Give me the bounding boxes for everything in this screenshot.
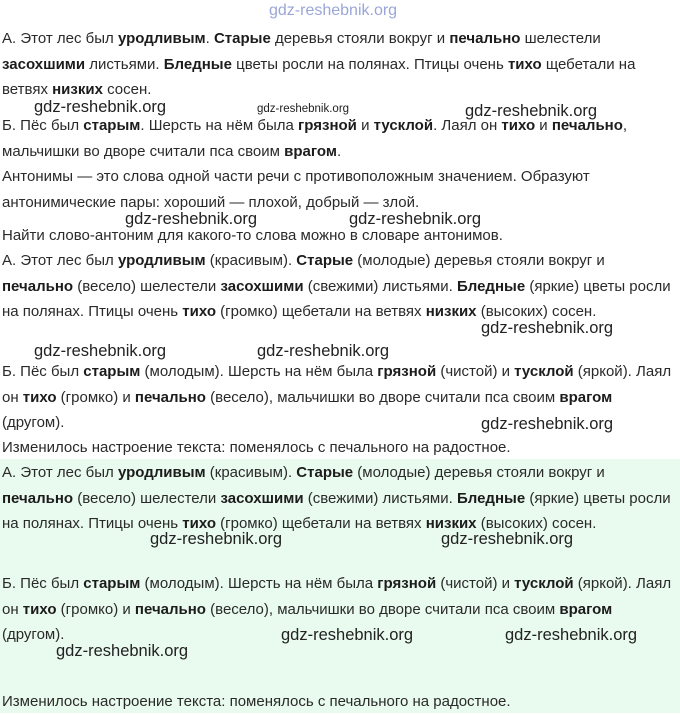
original-text-a bbox=[2, 26, 676, 103]
watermark: gdz-reshebnik.org bbox=[465, 102, 598, 120]
answer-text-a bbox=[2, 248, 676, 325]
watermark: gdz-reshebnik.org bbox=[56, 642, 189, 660]
text-run: (яркие) цветы росли на полянах. Птицы очень bbox=[2, 489, 671, 532]
text-run: (чистой) и bbox=[436, 575, 515, 592]
text-run: (красивым). bbox=[205, 252, 297, 269]
watermark: gdz-reshebnik.org bbox=[34, 342, 167, 360]
text-run: . Лаял он bbox=[433, 117, 502, 134]
text-run: деревья стояли вокруг и bbox=[270, 30, 450, 47]
bold-word: тусклой bbox=[373, 117, 434, 134]
dictionary-note bbox=[2, 223, 676, 249]
text-run: (свежими) листьями. bbox=[303, 277, 457, 295]
watermark-header: gdz-reshebnik.org bbox=[269, 2, 398, 19]
text-run: Найти слово-антоним для какого-то слова можно в словаре антонимов. bbox=[2, 227, 503, 244]
highlight-mood-text bbox=[2, 689, 676, 715]
text-run: Антонимы — это слова одной части речи с противоположным значением. Образуют антонимические пары: хороший — плохой, добрый — злой. bbox=[2, 168, 590, 211]
bold-word: врагом bbox=[559, 600, 613, 618]
text-run: (громко) и bbox=[56, 388, 135, 406]
bold-word: Старые bbox=[296, 252, 354, 269]
text-run: Изменилось настроение текста: поменялось с печального на радостное. bbox=[2, 439, 511, 456]
bold-word: старым bbox=[83, 363, 141, 380]
bold-word: грязной bbox=[377, 575, 437, 592]
antonym-definition bbox=[2, 164, 676, 215]
watermark-small: gdz-reshebnik.org bbox=[257, 103, 350, 115]
bold-word: низких bbox=[425, 303, 477, 320]
bold-word: грязной bbox=[298, 117, 357, 134]
text-run: Б. Пёс был bbox=[2, 117, 84, 134]
text-run: (громко) и bbox=[56, 600, 135, 618]
text-run: Б. Пёс был bbox=[2, 363, 84, 380]
text-run: Изменилось настроение текста: поменялось с печального на радостное. bbox=[2, 693, 511, 710]
watermark: gdz-reshebnik.org bbox=[257, 342, 390, 360]
bold-word: Бледные bbox=[456, 277, 526, 295]
bold-word: Бледные bbox=[163, 55, 232, 73]
text-run: А. Этот лес был bbox=[2, 30, 118, 47]
text-run: (свежими) листьями. bbox=[303, 489, 457, 507]
watermark: gdz-reshebnik.org bbox=[34, 98, 167, 116]
bold-word: тихо bbox=[22, 600, 57, 618]
bold-word: печально bbox=[2, 489, 74, 507]
bold-word: низких bbox=[52, 81, 103, 98]
watermark: gdz-reshebnik.org bbox=[481, 415, 614, 433]
bold-word: печально bbox=[134, 388, 206, 406]
text-run: . Шерсть на нём была bbox=[140, 117, 299, 134]
text-run: (яркой). Лаял он bbox=[2, 363, 672, 406]
bold-word: грязной bbox=[377, 363, 437, 380]
bold-word: старым bbox=[83, 117, 141, 134]
text-run: (другом). bbox=[2, 626, 65, 643]
bold-word: тихо bbox=[22, 388, 57, 406]
bold-word: Бледные bbox=[456, 489, 526, 507]
bold-word: Старые bbox=[296, 464, 354, 481]
text-run: А. Этот лес был bbox=[2, 464, 118, 481]
text-run: (молодым). Шерсть на нём была bbox=[140, 363, 378, 380]
bold-word: тихо bbox=[182, 515, 216, 532]
text-run: (громко) щебетали на ветвях bbox=[215, 515, 426, 532]
mood-change-text bbox=[2, 435, 676, 461]
highlight-text-a bbox=[2, 460, 676, 537]
watermark: gdz-reshebnik.org bbox=[125, 210, 258, 228]
watermark: gdz-reshebnik.org bbox=[281, 626, 414, 644]
text-run: (весело) шелестели bbox=[73, 489, 221, 507]
watermark: gdz-reshebnik.org bbox=[150, 530, 283, 548]
text-run: цветы росли на полянах. Птицы очень bbox=[231, 55, 508, 73]
text-run: . bbox=[336, 142, 342, 160]
bold-word: старым bbox=[83, 575, 141, 592]
bold-word: тусклой bbox=[514, 575, 574, 592]
bold-word: врагом bbox=[284, 142, 337, 160]
watermark: gdz-reshebnik.org bbox=[505, 626, 638, 644]
text-run: (молодые) деревья стояли вокруг и bbox=[353, 464, 605, 481]
bold-word: печально bbox=[449, 30, 521, 47]
bold-word: печально bbox=[134, 600, 206, 618]
bold-word: тихо bbox=[182, 303, 216, 320]
bold-word: засохшими bbox=[220, 277, 304, 295]
bold-word: Старые bbox=[213, 30, 271, 47]
text-run: сосен. bbox=[102, 81, 152, 98]
text-run: и bbox=[356, 117, 374, 134]
bold-word: печально bbox=[551, 117, 623, 134]
text-run: (высоких) сосен. bbox=[476, 303, 597, 320]
bold-word: уродливым bbox=[117, 464, 206, 481]
text-run: шелестели bbox=[520, 30, 601, 47]
text-run: (молодые) деревья стояли вокруг и bbox=[353, 252, 605, 269]
watermark: gdz-reshebnik.org bbox=[481, 319, 614, 337]
text-run: (громко) щебетали на ветвях bbox=[215, 303, 426, 320]
text-run: (яркие) цветы росли на полянах. Птицы очень bbox=[2, 277, 671, 320]
bold-word: врагом bbox=[559, 388, 613, 406]
watermark: gdz-reshebnik.org bbox=[441, 530, 574, 548]
watermark: gdz-reshebnik.org bbox=[349, 210, 482, 228]
bold-word: уродливым bbox=[117, 30, 206, 47]
text-run: , мальчишки во дворе считали пса своим bbox=[2, 117, 628, 160]
bold-word: тихо bbox=[507, 55, 542, 73]
text-run: (весело) шелестели bbox=[73, 277, 221, 295]
text-run: и bbox=[535, 117, 552, 134]
text-run: листьями. bbox=[85, 55, 164, 73]
text-run: А. Этот лес был bbox=[2, 252, 118, 269]
text-run: (яркой). Лаял он bbox=[2, 575, 672, 618]
bold-word: уродливым bbox=[117, 252, 206, 269]
text-run: (красивым). bbox=[205, 464, 297, 481]
bold-word: тусклой bbox=[514, 363, 574, 380]
text-run: (высоких) сосен. bbox=[476, 515, 597, 532]
bold-word: засохшими bbox=[2, 55, 86, 73]
text-run: (весело), мальчишки во дворе считали пса своим bbox=[205, 388, 560, 406]
text-run: . bbox=[205, 30, 214, 47]
text-run: (весело), мальчишки во дворе считали пса своим bbox=[205, 600, 560, 618]
bold-word: засохшими bbox=[220, 489, 304, 507]
text-run: (другом). bbox=[2, 414, 65, 431]
text-run: (чистой) и bbox=[436, 363, 515, 380]
bold-word: тихо bbox=[501, 117, 536, 134]
text-run: (молодым). Шерсть на нём была bbox=[140, 575, 378, 592]
text-run: щебетали на ветвях bbox=[2, 55, 636, 98]
bold-word: печально bbox=[2, 277, 74, 295]
bold-word: низких bbox=[425, 515, 477, 532]
text-run: Б. Пёс был bbox=[2, 575, 84, 592]
